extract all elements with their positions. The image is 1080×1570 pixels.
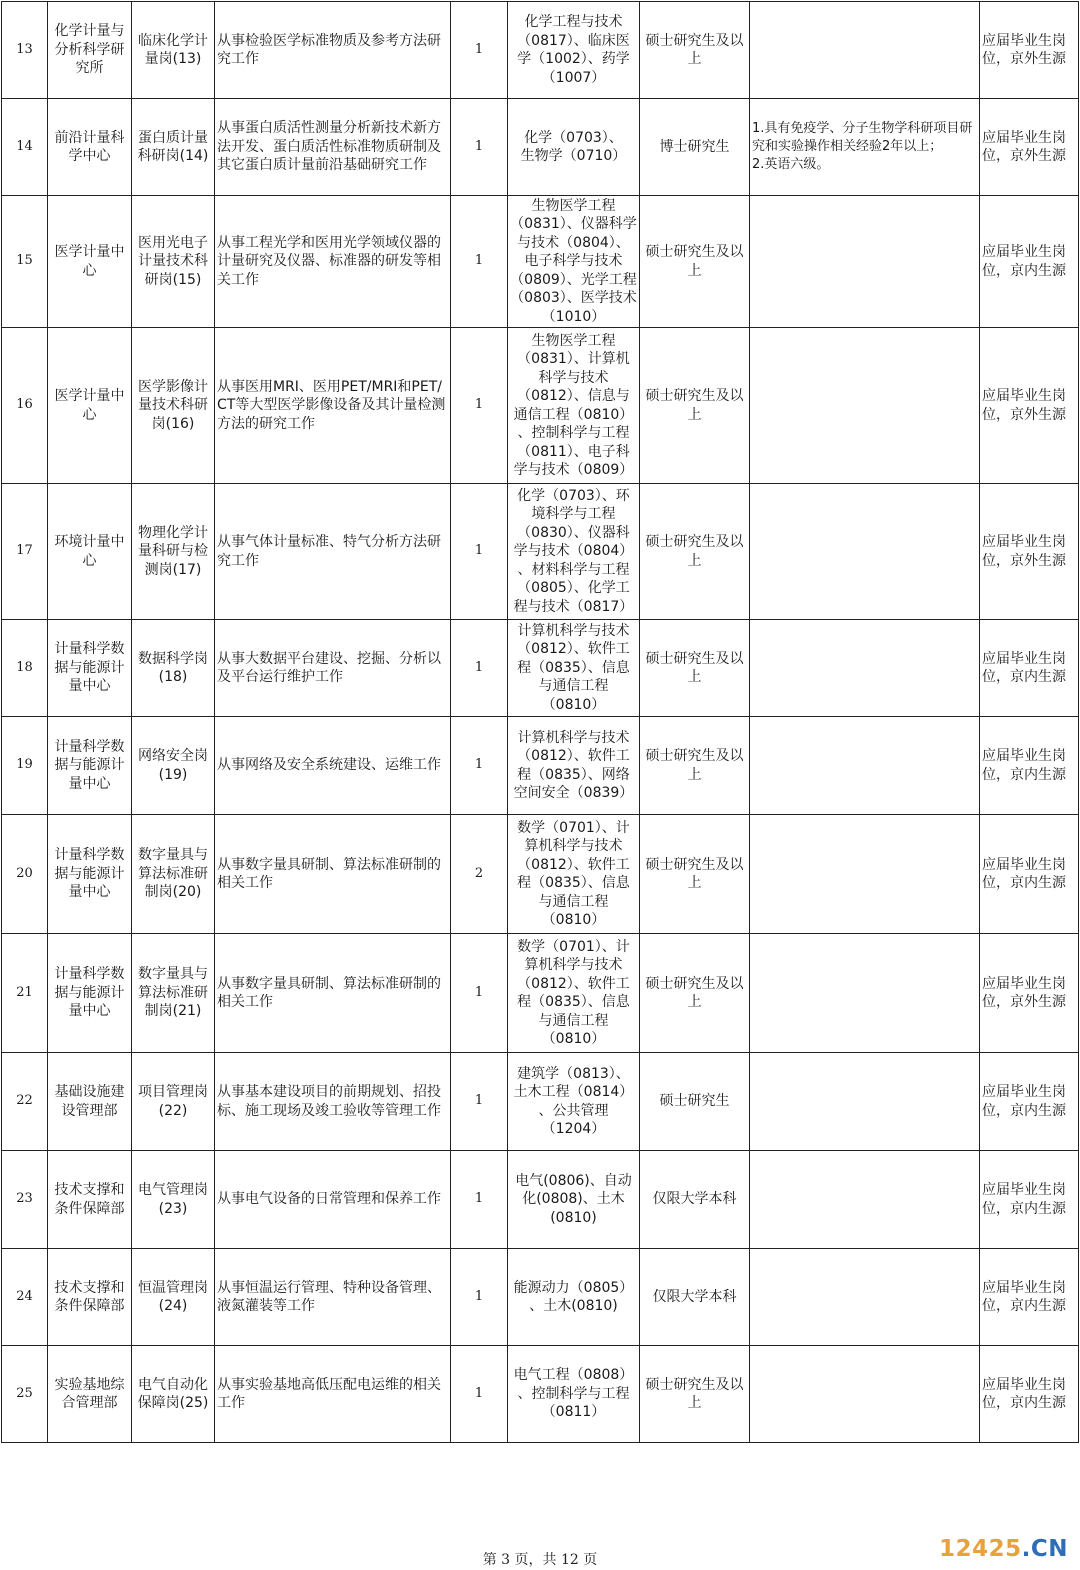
major-line: 生物学（0710）: [520, 148, 627, 164]
major-cell: [508, 1249, 640, 1346]
post-type-cell: 应届毕业生岗位，京内生源: [980, 1346, 1079, 1443]
duty-cell: 从事实验基地高低压配电运维的相关工作: [215, 1346, 451, 1443]
post-name-cell: 数字量具与算法标准研制岗(21): [132, 934, 215, 1053]
department-cell: 环境计量中心: [48, 484, 132, 620]
education-cell: 仅限大学本科: [640, 1249, 750, 1346]
major-line: （0812）、信息与: [517, 388, 630, 404]
major-line: 土木工程（0814）: [513, 1084, 634, 1100]
major-line: 、公共管理: [538, 1102, 609, 1119]
major-cell: [508, 1346, 640, 1443]
major-line: 程（0835）、信息: [517, 994, 630, 1010]
post-type-cell: 应届毕业生岗位，京外生源: [980, 99, 1079, 196]
post-name-cell: 电气管理岗(23): [132, 1151, 215, 1249]
major-line: （0812）、软件工: [517, 748, 630, 764]
table-row: [2, 815, 1079, 934]
duty-cell: 从事基本建设项目的前期规划、招投标、施工现场及竣工验收等管理工作: [215, 1053, 451, 1151]
post-name-cell: 数据科学岗(18): [132, 620, 215, 717]
education-cell: 硕士研究生及以上: [640, 1346, 750, 1443]
table-row: [2, 620, 1079, 717]
major-line: （1204）: [541, 1121, 606, 1137]
duty-cell: 从事气体计量标准、特气分析方法研究工作: [215, 484, 451, 620]
major-line: 空间安全（0839）: [513, 785, 634, 801]
headcount-cell: 1: [451, 934, 508, 1053]
major-line: （0812）、软件工: [517, 856, 630, 873]
major-line: 、控制科学与工程: [517, 1385, 630, 1402]
education-cell: 博士研究生: [640, 99, 750, 196]
major-cell: [508, 620, 640, 717]
post-type-cell: 应届毕业生岗位，京外生源: [980, 934, 1079, 1053]
department-cell: 技术支撑和条件保障部: [48, 1249, 132, 1346]
major-line: 与通信工程: [538, 893, 609, 910]
requirements-cell: [750, 1053, 980, 1151]
major-cell: [508, 2, 640, 99]
major-line: 与技术（0804）、: [517, 234, 630, 251]
post-name-cell: 蛋白质计量科研岗(14): [132, 99, 215, 196]
education-cell: 硕士研究生: [640, 1053, 750, 1151]
requirements-cell: [750, 717, 980, 815]
row-number: 15: [2, 196, 48, 328]
major-line: 化(0808)、土木: [522, 1191, 625, 1208]
major-line: 生物医学工程: [531, 332, 616, 349]
major-line: 程（0835）、信息: [517, 875, 630, 891]
row-number: 23: [2, 1151, 48, 1249]
requirements-cell: [750, 328, 980, 484]
headcount-cell: 1: [451, 1249, 508, 1346]
major-cell: [508, 484, 640, 620]
major-cell: [508, 328, 640, 484]
row-number: 25: [2, 1346, 48, 1443]
major-line: （0803）、医学技术: [510, 290, 637, 307]
headcount-cell: 1: [451, 1053, 508, 1151]
table-row: [2, 1346, 1079, 1443]
headcount-cell: 1: [451, 196, 508, 328]
requirements-cell: [750, 815, 980, 934]
headcount-cell: 1: [451, 717, 508, 815]
major-line: （0810）: [541, 912, 606, 928]
table-row: [2, 1151, 1079, 1249]
duty-cell: 从事蛋白质活性测量分析新技术新方法开发、蛋白质活性标准物质研制及其它蛋白质计量前沿基础研究工作: [215, 99, 451, 196]
department-cell: 医学计量中心: [48, 328, 132, 484]
major-line: （0810）: [541, 1031, 606, 1047]
post-name-cell: 临床化学计量岗(13): [132, 2, 215, 99]
post-type-cell: 应届毕业生岗位，京内生源: [980, 620, 1079, 717]
major-line: 学（1002）、药学: [517, 51, 630, 67]
requirements-cell: [750, 99, 980, 196]
post-type-cell: 应届毕业生岗位，京外生源: [980, 2, 1079, 99]
major-line: 数学（0701）、计: [517, 819, 630, 836]
major-cell: [508, 717, 640, 815]
headcount-cell: 1: [451, 1151, 508, 1249]
duty-cell: 从事数字量具研制、算法标准研制的相关工作: [215, 934, 451, 1053]
table-row: [2, 196, 1079, 328]
table-row: [2, 717, 1079, 815]
requirements-cell: [750, 934, 980, 1053]
major-line: 、土木(0810): [529, 1298, 618, 1314]
major-line: 程与技术（0817）: [513, 598, 634, 615]
requirements-cell: [750, 1249, 980, 1346]
duty-cell: 从事恒温运行管理、特种设备管理、液氮灌装等工作: [215, 1249, 451, 1346]
department-cell: 医学计量中心: [48, 196, 132, 328]
major-line: 化学（0703）、环: [517, 487, 630, 504]
requirements-cell: [750, 196, 980, 328]
department-cell: 计量科学数据与能源计量中心: [48, 717, 132, 815]
major-line: 程（0835）、网络: [517, 766, 630, 783]
post-type-cell: 应届毕业生岗位，京内生源: [980, 815, 1079, 934]
major-line: 电气工程（0808）: [513, 1367, 634, 1384]
major-line: 、控制科学与工程: [517, 425, 630, 441]
major-line: 、材料科学与工程: [517, 561, 630, 578]
major-line: 电气(0806)、自动: [515, 1172, 632, 1189]
requirement-line: 1.具有免疫学、分子生物学科研项目研究和实验操作相关经验2年以上；: [752, 121, 973, 154]
department-cell: 基础设施建设管理部: [48, 1053, 132, 1151]
duty-cell: 从事医用MRI、医用PET/MRI和PET/CT等大型医学影像设备及其计量检测方法的研究工作: [215, 328, 451, 484]
post-name-cell: 数字量具与算法标准研制岗(20): [132, 815, 215, 934]
major-line: （1007）: [541, 69, 606, 86]
education-cell: 硕士研究生及以上: [640, 934, 750, 1053]
requirements-cell: [750, 484, 980, 620]
department-cell: 计量科学数据与能源计量中心: [48, 620, 132, 717]
major-line: 与通信工程: [538, 678, 609, 695]
requirement-line: 2.英语六级。: [752, 157, 830, 172]
requirements-cell: [750, 620, 980, 717]
duty-cell: 从事电气设备的日常管理和保养工作: [215, 1151, 451, 1249]
table-row: [2, 328, 1079, 484]
major-line: 学与技术（0809）: [513, 462, 634, 478]
post-name-cell: 医用光电子计量技术科研岗(15): [132, 196, 215, 328]
post-type-cell: 应届毕业生岗位，京内生源: [980, 1249, 1079, 1346]
major-cell: [508, 815, 640, 934]
major-line: 计算机科学与技术: [517, 729, 630, 746]
post-name-cell: 电气自动化保障岗(25): [132, 1346, 215, 1443]
duty-cell: 从事大数据平台建设、挖掘、分析以及平台运行维护工作: [215, 620, 451, 717]
major-line: （1010）: [541, 308, 606, 325]
major-line: 数学（0701）、计: [517, 938, 630, 955]
department-cell: 化学计量与分析科学研究所: [48, 2, 132, 99]
department-cell: 实验基地综合管理部: [48, 1346, 132, 1443]
education-cell: 硕士研究生及以上: [640, 620, 750, 717]
table-row: [2, 484, 1079, 620]
major-line: 算机科学与技术: [524, 957, 623, 973]
post-name-cell: 医学影像计量技术科研岗(16): [132, 328, 215, 484]
post-name-cell: 物理化学计量科研与检测岗(17): [132, 484, 215, 620]
row-number: 20: [2, 815, 48, 934]
table-row: [2, 99, 1079, 196]
row-number: 17: [2, 484, 48, 620]
major-cell: [508, 196, 640, 328]
education-cell: 硕士研究生及以上: [640, 2, 750, 99]
row-number: 16: [2, 328, 48, 484]
major-line: （0811）、电子科: [517, 443, 630, 460]
major-line: （0810）: [541, 696, 606, 713]
row-number: 24: [2, 1249, 48, 1346]
row-number: 22: [2, 1053, 48, 1151]
post-type-cell: 应届毕业生岗位，京内生源: [980, 1053, 1079, 1151]
major-line: 化学工程与技术: [524, 14, 623, 30]
major-cell: [508, 1151, 640, 1249]
headcount-cell: 1: [451, 1346, 508, 1443]
table-row: [2, 1053, 1079, 1151]
post-type-cell: 应届毕业生岗位，京外生源: [980, 328, 1079, 484]
major-line: （0831）、计算机: [517, 351, 630, 367]
post-type-cell: 应届毕业生岗位，京内生源: [980, 1151, 1079, 1249]
major-line: (0810): [550, 1209, 597, 1226]
watermark-logo: [939, 1536, 1068, 1562]
major-line: 化学（0703）、: [524, 129, 623, 146]
major-cell: [508, 934, 640, 1053]
education-cell: 硕士研究生及以上: [640, 815, 750, 934]
major-line: 与通信工程: [538, 1012, 609, 1029]
job-table: [1, 1, 1079, 1443]
duty-cell: 从事工程光学和医用光学领域仪器的计量研究及仪器、标准器的研发等相关工作: [215, 196, 451, 328]
headcount-cell: 1: [451, 2, 508, 99]
post-type-cell: 应届毕业生岗位，京内生源: [980, 196, 1079, 328]
major-line: （0812）、软件工: [517, 641, 630, 658]
headcount-cell: 1: [451, 484, 508, 620]
table-row: [2, 2, 1079, 99]
major-line: （0831）、仪器科学: [510, 216, 637, 233]
row-number: 18: [2, 620, 48, 717]
major-cell: [508, 99, 640, 196]
headcount-cell: 1: [451, 99, 508, 196]
row-number: 14: [2, 99, 48, 196]
row-number: 19: [2, 717, 48, 815]
major-line: 算机科学与技术: [524, 838, 623, 854]
major-line: （0809）、光学工程: [510, 271, 637, 288]
major-line: （0812）、软件工: [517, 975, 630, 992]
major-line: 程（0835）、信息: [517, 659, 630, 676]
headcount-cell: 1: [451, 620, 508, 717]
requirements-cell: [750, 1346, 980, 1443]
major-line: 科学与技术: [538, 369, 609, 386]
major-line: （0805）、化学工: [517, 580, 630, 597]
table-row: [2, 934, 1079, 1053]
major-line: （0817）、临床医: [517, 32, 630, 49]
major-line: 电子科学与技术: [524, 253, 623, 270]
major-line: 通信工程（0810）: [513, 406, 634, 423]
requirements-cell: [750, 2, 980, 99]
page-footer: 第 3 页，共 12 页: [482, 1552, 598, 1568]
post-type-cell: 应届毕业生岗位，京内生源: [980, 717, 1079, 815]
department-cell: 技术支撑和条件保障部: [48, 1151, 132, 1249]
duty-cell: 从事检验医学标准物质及参考方法研究工作: [215, 2, 451, 99]
education-cell: 硕士研究生及以上: [640, 328, 750, 484]
watermark-part2: .CN: [1021, 1536, 1068, 1562]
major-line: （0811）: [541, 1404, 606, 1421]
duty-cell: 从事网络及安全系统建设、运维工作: [215, 717, 451, 815]
row-number: 13: [2, 2, 48, 99]
major-cell: [508, 1053, 640, 1151]
post-type-cell: 应届毕业生岗位，京外生源: [980, 484, 1079, 620]
watermark-part1: 12425: [939, 1536, 1022, 1562]
major-line: 建筑学（0813）、: [517, 1065, 630, 1082]
department-cell: 计量科学数据与能源计量中心: [48, 934, 132, 1053]
post-name-cell: 恒温管理岗(24): [132, 1249, 215, 1346]
major-line: 境科学与工程: [531, 506, 616, 523]
duty-cell: 从事数字量具研制、算法标准研制的相关工作: [215, 815, 451, 934]
major-line: 计算机科学与技术: [517, 622, 630, 639]
major-line: 生物医学工程: [531, 197, 616, 214]
major-line: （0830）、仪器科: [517, 524, 630, 541]
education-cell: 仅限大学本科: [640, 1151, 750, 1249]
row-number: 21: [2, 934, 48, 1053]
requirements-cell: [750, 1151, 980, 1249]
post-name-cell: 项目管理岗(22): [132, 1053, 215, 1151]
post-name-cell: 网络安全岗(19): [132, 717, 215, 815]
education-cell: 硕士研究生及以上: [640, 717, 750, 815]
headcount-cell: 1: [451, 328, 508, 484]
department-cell: 前沿计量科学中心: [48, 99, 132, 196]
major-line: 能源动力（0805）: [513, 1279, 634, 1296]
education-cell: 硕士研究生及以上: [640, 196, 750, 328]
education-cell: 硕士研究生及以上: [640, 484, 750, 620]
department-cell: 计量科学数据与能源计量中心: [48, 815, 132, 934]
headcount-cell: 2: [451, 815, 508, 934]
table-row: [2, 1249, 1079, 1346]
major-line: 学与技术（0804）: [513, 543, 634, 560]
